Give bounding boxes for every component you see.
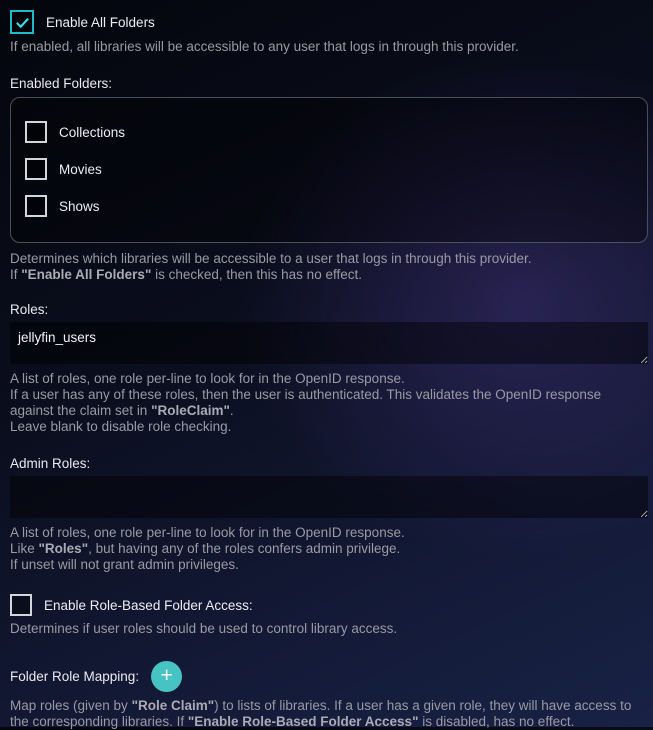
enabled-folders-list <box>10 97 648 243</box>
plus-icon: + <box>160 663 173 687</box>
role-based-folder-access-description: Determines if user roles should be used to control library access. <box>10 621 398 636</box>
enable-all-folders-label: Enable All Folders <box>46 14 155 30</box>
enable-all-folders-description: If enabled, all libraries will be accessible to any user that logs in through this provider. <box>10 39 519 54</box>
enabled-folders-description-line2: If "Enable All Folders" is checked, then this has no effect. <box>10 267 362 282</box>
folder-role-mapping-row <box>10 661 648 692</box>
folder-role-mapping-label: Folder Role Mapping: <box>10 668 140 684</box>
roles-description-line3: Leave blank to disable role checking. <box>10 419 232 434</box>
enable-all-folders-row <box>10 10 648 34</box>
admin-roles-input[interactable] <box>10 476 648 518</box>
check-icon <box>14 14 31 31</box>
collections-label: Collections <box>59 124 126 140</box>
shows-label: Shows <box>59 198 100 214</box>
roles-input[interactable] <box>10 322 648 364</box>
folder-option-shows <box>25 195 633 217</box>
enabled-folders-description-line1: Determines which libraries will be accessible to a user that logs in through this provider. <box>10 251 532 266</box>
admin-roles-description-line1: A list of roles, one role per-line to look for in the OpenID response. <box>10 525 405 540</box>
roles-description-line1: A list of roles, one role per-line to look for in the OpenID response. <box>10 371 405 386</box>
roles-description <box>10 371 648 435</box>
admin-roles-description-line3: If unset will not grant admin privileges. <box>10 557 239 572</box>
role-based-folder-access-checkbox[interactable] <box>10 594 32 616</box>
admin-roles-label: Admin Roles: <box>10 456 91 471</box>
folder-option-movies <box>25 158 633 180</box>
folder-role-mapping-description: Map roles (given by "Role Claim") to lists of libraries. If a user has a given role, they will have access to the corresponding libraries. If "Enable Role-Based Folder Access" is disabled, has no effect. <box>10 698 632 729</box>
folder-option-collections <box>25 121 633 143</box>
admin-roles-description-line2: Like "Roles", but having any of the roles confers admin privilege. <box>10 541 401 556</box>
enable-all-folders-checkbox[interactable] <box>10 10 34 34</box>
add-folder-role-mapping-button[interactable] <box>151 661 182 692</box>
role-based-folder-access-label: Enable Role-Based Folder Access: <box>44 597 253 613</box>
admin-roles-description <box>10 525 648 573</box>
collections-checkbox[interactable] <box>25 121 47 143</box>
role-based-folder-access-row <box>10 594 648 616</box>
shows-checkbox[interactable] <box>25 195 47 217</box>
enabled-folders-description <box>10 251 648 283</box>
movies-label: Movies <box>59 161 102 177</box>
enabled-folders-label: Enabled Folders: <box>10 76 113 91</box>
roles-description-line2: If a user has any of these roles, then the user is authenticated. This validates the OpenID response against the claim set in "RoleClaim". <box>10 387 602 418</box>
roles-label: Roles: <box>10 302 49 317</box>
movies-checkbox[interactable] <box>25 158 47 180</box>
